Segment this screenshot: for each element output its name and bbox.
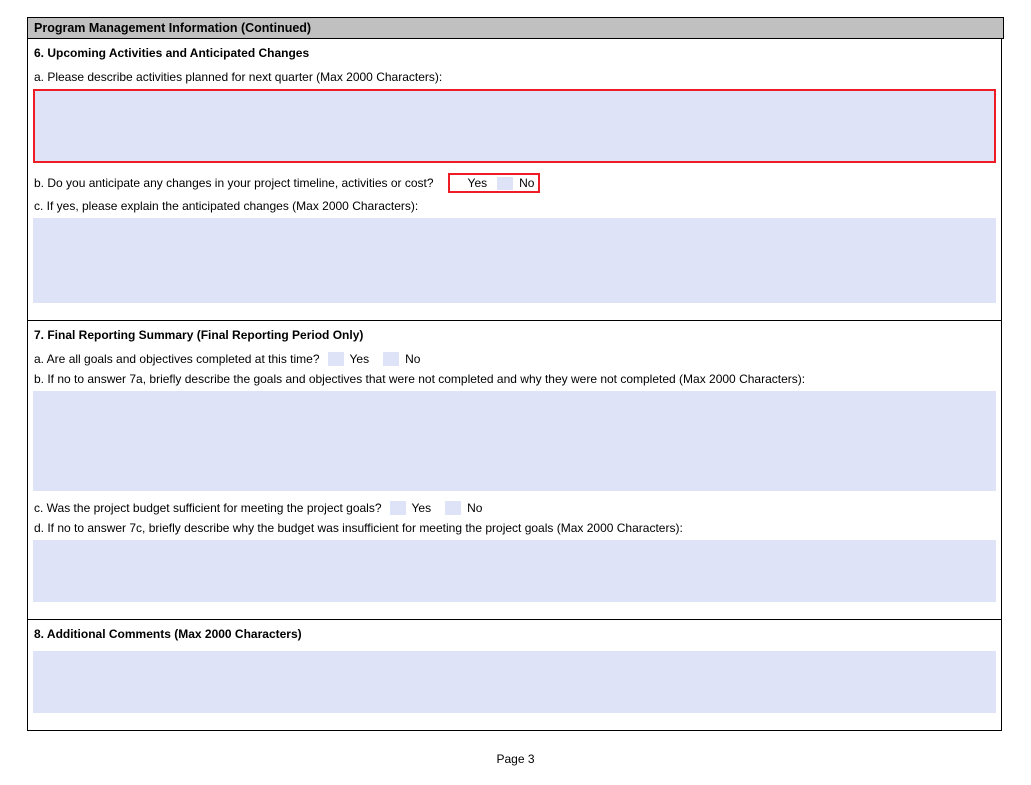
question-6a-highlight: [33, 89, 996, 163]
question-7a-no-label: No: [405, 352, 421, 366]
section-8-title: 8. Additional Comments (Max 2000 Characters): [34, 627, 302, 641]
question-7c-no-label: No: [467, 501, 483, 515]
question-7b-label: b. If no to answer 7a, briefly describe the goals and objectives that were not completed and why they were not completed (Max 2000 Characters):: [34, 372, 806, 386]
checkbox-icon[interactable]: [497, 177, 513, 190]
question-6c-textarea[interactable]: [33, 218, 996, 303]
checkbox-icon[interactable]: [328, 352, 344, 366]
section-8-textarea[interactable]: [33, 651, 996, 713]
question-6b-highlight: [448, 173, 541, 193]
question-7c-no-choice[interactable]: [445, 501, 482, 515]
question-7c-yes-label: Yes: [411, 501, 432, 515]
question-6c-label: c. If yes, please explain the anticipated changes (Max 2000 Characters):: [34, 199, 419, 213]
checkbox-icon[interactable]: [383, 352, 399, 366]
question-7a-yes-choice[interactable]: [328, 352, 370, 366]
question-7c-label: c. Was the project budget sufficient for meeting the project goals?: [34, 501, 382, 515]
question-7a-row: [34, 352, 996, 366]
question-6b-yes-label: Yes: [467, 176, 488, 190]
section-6-title: 6. Upcoming Activities and Anticipated Changes: [34, 46, 310, 60]
question-7a-yes-label: Yes: [349, 352, 370, 366]
question-6b-no-choice[interactable]: [497, 176, 534, 190]
checkbox-icon[interactable]: [445, 501, 461, 515]
page-title: Program Management Information (Continued): [27, 17, 1004, 39]
question-6b-row: [34, 173, 996, 193]
form-body: [27, 39, 1002, 731]
checkbox-icon[interactable]: [454, 177, 462, 190]
question-7a-label: a. Are all goals and objectives completed at this time?: [34, 352, 320, 366]
question-7d-label: d. If no to answer 7c, briefly describe why the budget was insufficient for meeting the project goals (Max 2000 Characters):: [34, 521, 683, 535]
checkbox-icon[interactable]: [390, 501, 406, 515]
form-page: [27, 17, 1004, 731]
question-7b-textarea[interactable]: [33, 391, 996, 491]
question-6a-textarea[interactable]: [35, 91, 994, 161]
question-7d-textarea[interactable]: [33, 540, 996, 602]
question-6a-label: a. Please describe activities planned for next quarter (Max 2000 Characters):: [34, 70, 443, 84]
question-6b-yes-choice[interactable]: [454, 176, 488, 190]
page-footer: Page 3: [496, 752, 535, 766]
section-8: [28, 620, 1001, 730]
question-6b-label: b. Do you anticipate any changes in your project timeline, activities or cost?: [34, 176, 434, 190]
question-7a-no-choice[interactable]: [383, 352, 420, 366]
question-6b-no-label: No: [519, 176, 535, 190]
section-7: [28, 321, 1001, 620]
question-7c-row: [34, 501, 996, 515]
section-7-title: 7. Final Reporting Summary (Final Reporting Period Only): [34, 328, 364, 342]
section-6: [28, 39, 1001, 321]
question-7c-yes-choice[interactable]: [390, 501, 432, 515]
